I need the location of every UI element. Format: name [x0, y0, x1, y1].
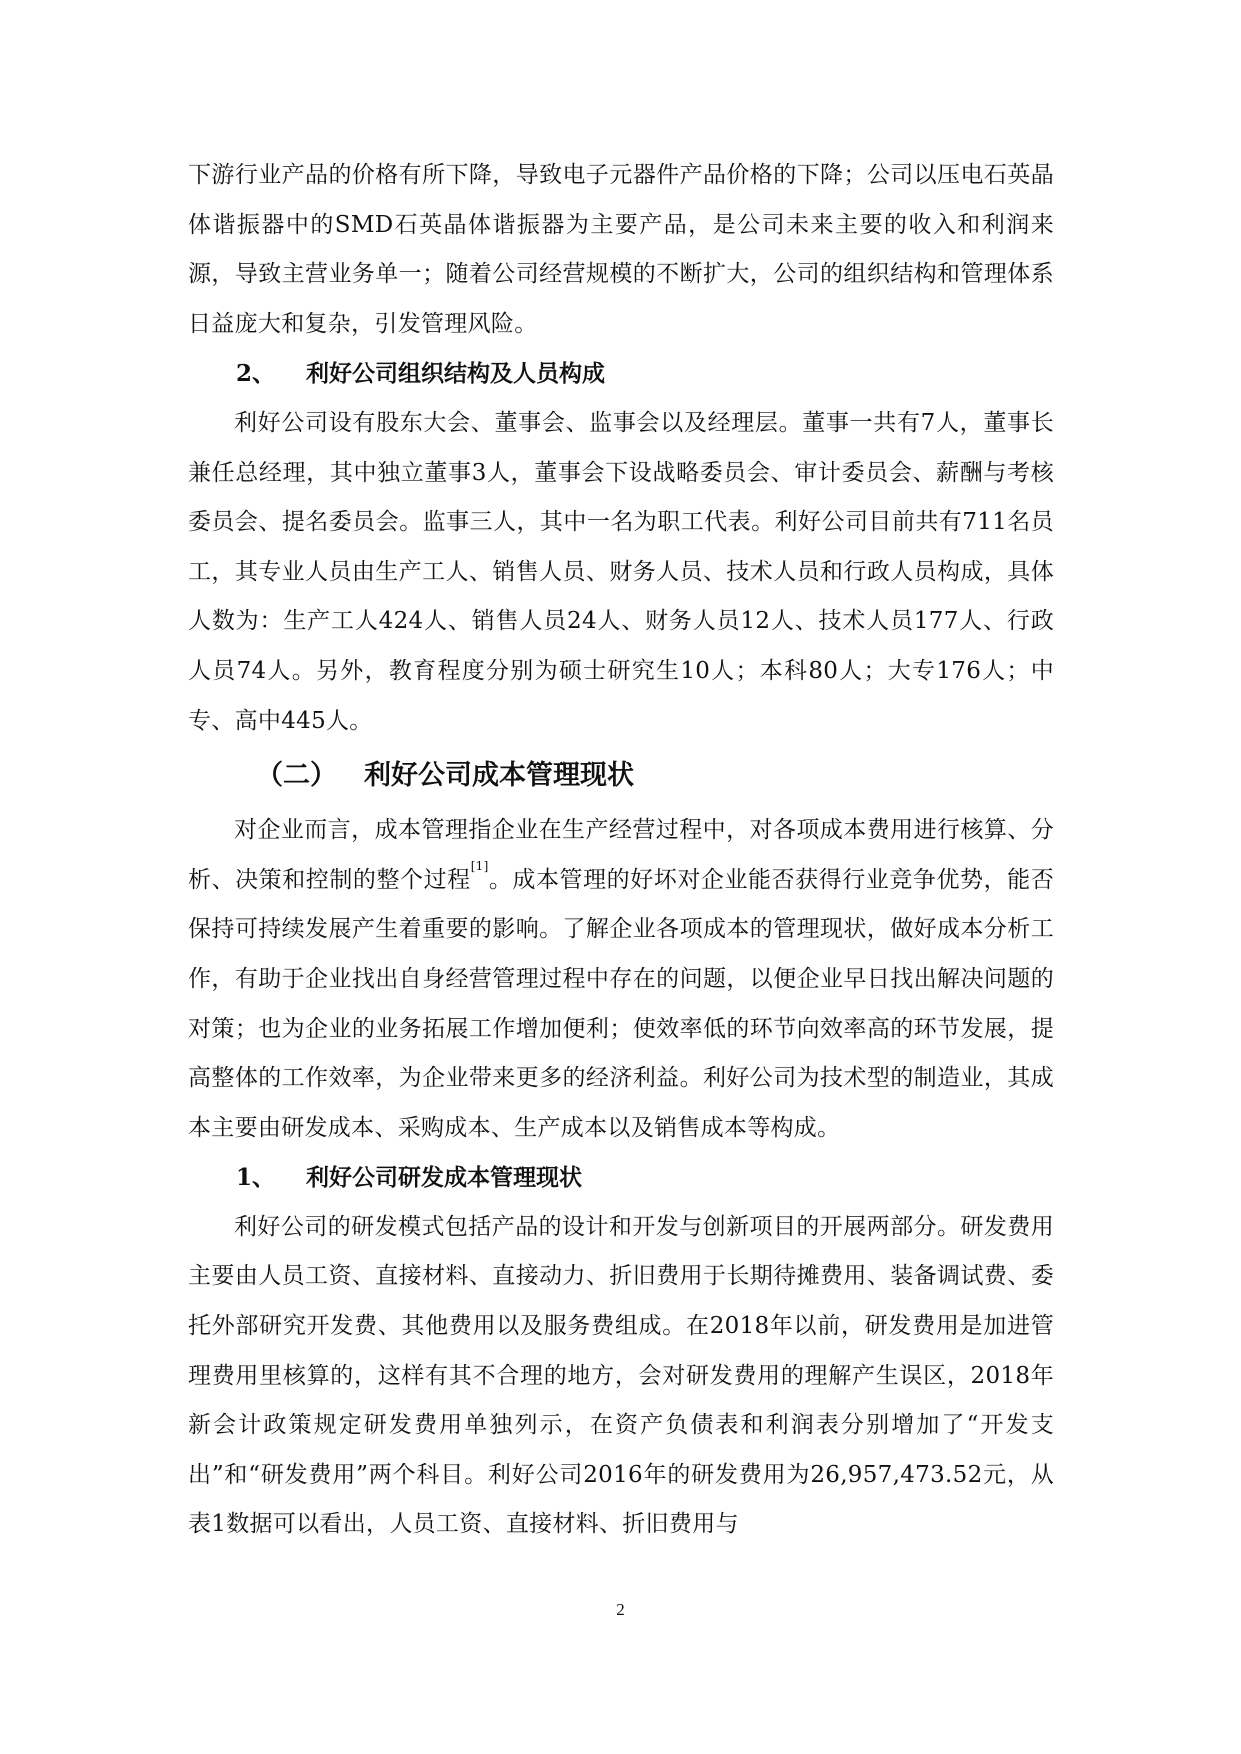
section-number: 1、: [236, 1164, 276, 1192]
chapter-number: （二）: [256, 760, 337, 792]
chapter-heading-cost-management: [188, 750, 1054, 802]
paragraph-rd-cost: 利好公司的研发模式包括产品的设计和开发与创新项目的开展两部分。研发费用主要由人员工资、直接材料、直接动力、折旧费用于长期待摊费用、装备调试费、委托外部研究开发费、其他费用以及服务费组成。在2018年以前，研发费用是加进管理费用里核算的，这样有其不合理的地方，会对研发费用的理解产生误区，2018年新会计政策规定研发费用单独列示，在资产负债表和利润表分别增加了“开发支出”和“研发费用”两个科目。利好公司2016年的研发费用为26,957,473.52元，从表1数据可以看出，人员工资、直接材料、折旧费用与: [188, 1213, 1054, 1538]
section-heading-org-structure: [188, 349, 1054, 399]
paragraph-org-structure: 利好公司设有股东大会、董事会、监事会以及经理层。董事一共有7人，董事长兼任总经理，其中独立董事3人，董事会下设战略委员会、审计委员会、薪酬与考核委员会、提名委员会。监事三人，其中一名为职工代表。利好公司目前共有711名员工，其专业人员由生产工人、销售人员、财务人员、技术人员和行政人员构成，具体人数为：生产工人424人、销售人员24人、财务人员12人、技术人员177人、行政人员74人。另外，教育程度分别为硕士研究生10人；本科80人；大专176人；中专、高中445人。: [188, 409, 1054, 734]
section-title: 利好公司组织结构及人员构成: [306, 360, 605, 388]
citation-reference: [1]: [470, 858, 489, 873]
section-number: 2、: [236, 360, 276, 388]
page-number: 2: [616, 1600, 625, 1619]
page-content: [188, 151, 1054, 1550]
section-heading-rd-cost: [188, 1153, 1054, 1203]
chapter-title: 利好公司成本管理现状: [364, 760, 634, 792]
paragraph-cost-management: [188, 806, 1054, 1153]
paragraph-industry-risk: 下游行业产品的价格有所下降，导致电子元器件产品价格的下降；公司以压电石英晶体谐振器中的SMD石英晶体谐振器为主要产品，是公司未来主要的收入和利润来源，导致主营业务单一；随着公司经营规模的不断扩大，公司的组织结构和管理体系日益庞大和复杂，引发管理风险。: [188, 162, 1054, 337]
section-title: 利好公司研发成本管理现状: [306, 1164, 582, 1192]
paragraph-text: 对企业而言，成本管理指企业在生产经营过程中，对各项成本费用进行核算、分析、决策和控制的整个过程: [188, 817, 1054, 893]
paragraph-text: 。成本管理的好坏对企业能否获得行业竞争优势，能否保持可持续发展产生着重要的影响。了解企业各项成本的管理现状，做好成本分析工作，有助于企业找出自身经营管理过程中存在的问题，以便企业早日找出解决问题的对策；也为企业的业务拓展工作增加便利；使效率低的环节向效率高的环节发展，提高整体的工作效率，为企业带来更多的经济利益。利好公司为技术型的制造业，其成本主要由研发成本、采购成本、生产成本以及销售成本等构成。: [188, 866, 1054, 1141]
